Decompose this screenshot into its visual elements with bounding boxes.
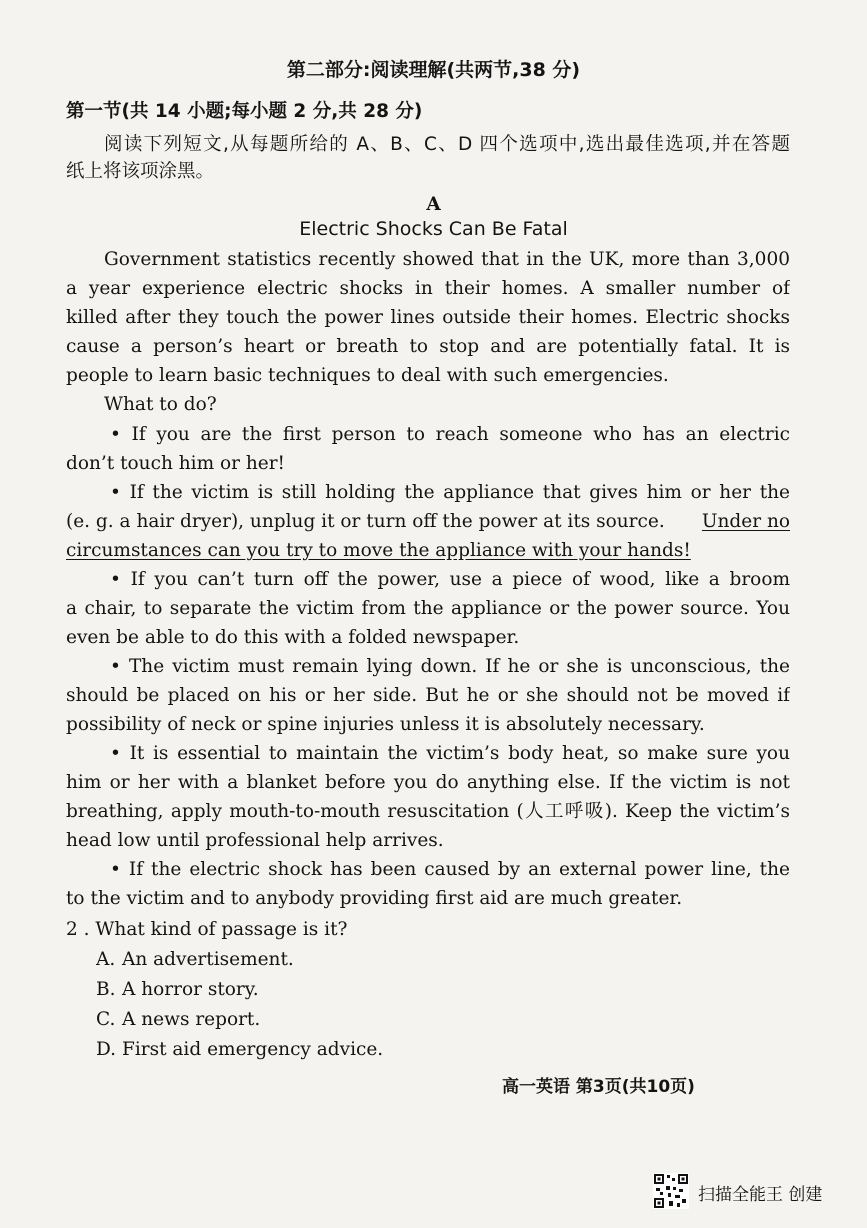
option-text: First aid emergency advice. (122, 1039, 384, 1060)
question-stem: 2 . What kind of passage is it? (66, 919, 348, 940)
bullet-line: breathing, apply mouth-to-mouth resuscitation (人工呼吸). Keep the victim’s (66, 801, 790, 822)
passage-title: Electric Shocks Can Be Fatal (299, 218, 568, 240)
watermark-label: 扫描全能王 创建 (698, 1185, 823, 1205)
option-b[interactable] (96, 975, 820, 1004)
option-text: A news report. (122, 1009, 261, 1030)
bullet-line (66, 507, 790, 536)
subheading-what-to-do: What to do? (104, 394, 217, 415)
bullet-line: • If the electric shock has been caused by an external power line, the (110, 859, 790, 880)
option-letter: A. (96, 949, 116, 970)
option-letter: B. (96, 979, 116, 1000)
option-d[interactable] (96, 1035, 820, 1064)
bullet-line: to the victim and to anybody providing first aid are much greater. (66, 888, 683, 909)
bullet-line: head low until professional help arrives. (66, 830, 444, 851)
bullet-line: a chair, to separate the victim from the appliance or the power source. You (66, 598, 790, 619)
passage-line: cause a person’s heart or breath to stop and are potentially fatal. It is (66, 336, 790, 357)
bullet-line: him or her with a blanket before you do anything else. If the victim is not (66, 772, 790, 793)
option-c[interactable] (96, 1005, 820, 1034)
passage-line: killed after they touch the power lines outside their homes. Electric shocks (66, 307, 790, 328)
section-title: 第一节(共 14 小题;每小题 2 分,共 28 分) (66, 101, 423, 122)
bullet-line: • If the victim is still holding the appliance that gives him or her the (110, 482, 790, 503)
passage-letter: A (426, 194, 441, 215)
bullet-text: (e. g. a hair dryer), unplug it or turn off the power at its source. (66, 511, 665, 532)
bullet-line: don’t touch him or her! (66, 453, 285, 474)
bullet-line: • If you are the first person to reach someone who has an electric (110, 424, 790, 445)
option-a[interactable] (96, 945, 820, 974)
underlined-sentence: circumstances can you try to move the appliance with your hands! (66, 540, 691, 561)
underlined-text: Under no (701, 511, 790, 532)
passage-line: Government statistics recently showed that in the UK, more than 3,000 (104, 249, 790, 270)
option-letter: D. (96, 1039, 117, 1060)
bullet-line: possibility of neck or spine injuries unless it is absolutely necessary. (66, 714, 705, 735)
passage-line: people to learn basic techniques to deal with such emergencies. (66, 365, 669, 386)
passage-line: a year experience electric shocks in their homes. A smaller number of (66, 278, 790, 299)
option-text: An advertisement. (122, 949, 294, 970)
part-title: 第二部分:阅读理解(共两节,38 分) (286, 59, 581, 81)
instruction-line-1: 阅读下列短文,从每题所给的 A、B、C、D 四个选项中,选出最佳选项,并在答题 (104, 134, 790, 155)
bullet-line: even be able to do this with a folded newspaper. (66, 627, 520, 648)
bullet-line: • The victim must remain lying down. If he or she is unconscious, the (110, 656, 790, 677)
bullet-line: • If you can’t turn off the power, use a piece of wood, like a broom (110, 569, 790, 590)
instruction-line-2: 纸上将该项涂黑。 (66, 161, 215, 182)
option-letter: C. (96, 1009, 116, 1030)
option-text: A horror story. (122, 979, 259, 1000)
bullet-line: should be placed on his or her side. But he or she should not be moved if (66, 685, 790, 706)
qr-code-icon (653, 1173, 689, 1209)
page-footer: 高一英语 第3页(共10页) (502, 1077, 695, 1097)
bullet-line: • It is essential to maintain the victim’s body heat, so make sure you (110, 743, 790, 764)
